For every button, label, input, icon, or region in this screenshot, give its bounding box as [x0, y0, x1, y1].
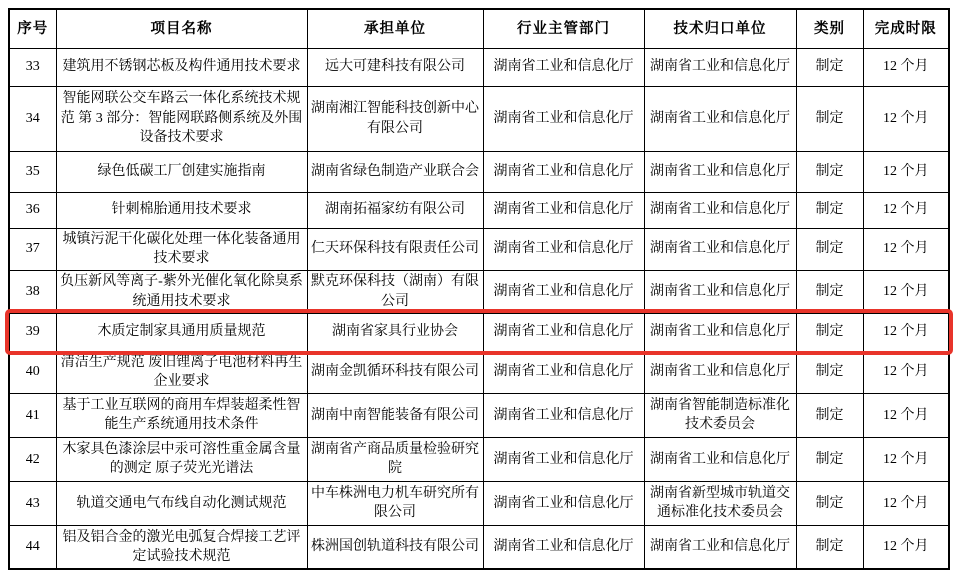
cell-no: 39 [9, 313, 56, 351]
cell-category: 制定 [796, 151, 863, 192]
cell-project-name: 轨道交通电气布线自动化测试规范 [56, 481, 307, 525]
cell-undertaking-unit: 湖南省家具行业协会 [307, 313, 483, 351]
cell-project-name: 木家具色漆涂层中汞可溶性重金属含量的测定 原子荧光光谱法 [56, 437, 307, 481]
table-row [9, 192, 949, 228]
cell-tech-unit: 湖南省工业和信息化厅 [644, 228, 796, 270]
column-header-tech-unit: 技术归口单位 [644, 9, 796, 48]
cell-no: 34 [9, 86, 56, 151]
cell-category: 制定 [796, 270, 863, 313]
cell-tech-unit: 湖南省新型城市轨道交通标准化技术委员会 [644, 481, 796, 525]
cell-no: 36 [9, 192, 56, 228]
cell-tech-unit: 湖南省工业和信息化厅 [644, 48, 796, 86]
cell-no: 43 [9, 481, 56, 525]
cell-industry-dept: 湖南省工业和信息化厅 [483, 313, 644, 351]
table-row [9, 270, 949, 313]
cell-project-name: 木质定制家具通用质量规范 [56, 313, 307, 351]
cell-project-name: 负压新风等离子-紫外光催化氧化除臭系统通用技术要求 [56, 270, 307, 313]
cell-tech-unit: 湖南省工业和信息化厅 [644, 313, 796, 351]
table-body [9, 48, 949, 569]
cell-time-limit: 12 个月 [863, 481, 949, 525]
table-row [9, 351, 949, 393]
column-header-time-limit: 完成时限 [863, 9, 949, 48]
cell-undertaking-unit: 中车株洲电力机车研究所有限公司 [307, 481, 483, 525]
cell-no: 42 [9, 437, 56, 481]
column-header-project-name: 项目名称 [56, 9, 307, 48]
table-row [9, 228, 949, 270]
cell-undertaking-unit: 仁天环保科技有限责任公司 [307, 228, 483, 270]
cell-time-limit: 12 个月 [863, 393, 949, 437]
table-row [9, 393, 949, 437]
cell-undertaking-unit: 湖南省绿色制造产业联合会 [307, 151, 483, 192]
cell-industry-dept: 湖南省工业和信息化厅 [483, 393, 644, 437]
cell-undertaking-unit: 湖南中南智能装备有限公司 [307, 393, 483, 437]
table-row [9, 481, 949, 525]
cell-industry-dept: 湖南省工业和信息化厅 [483, 437, 644, 481]
header-row [9, 9, 949, 48]
cell-category: 制定 [796, 48, 863, 86]
cell-category: 制定 [796, 525, 863, 569]
cell-time-limit: 12 个月 [863, 228, 949, 270]
cell-tech-unit: 湖南省工业和信息化厅 [644, 151, 796, 192]
table-row [9, 437, 949, 481]
cell-industry-dept: 湖南省工业和信息化厅 [483, 481, 644, 525]
cell-industry-dept: 湖南省工业和信息化厅 [483, 48, 644, 86]
cell-category: 制定 [796, 86, 863, 151]
column-header-industry-dept: 行业主管部门 [483, 9, 644, 48]
cell-time-limit: 12 个月 [863, 351, 949, 393]
cell-time-limit: 12 个月 [863, 270, 949, 313]
cell-project-name: 智能网联公交车路云一体化系统技术规范 第 3 部分：智能网联路侧系统及外围设备技术要求 [56, 86, 307, 151]
cell-no: 38 [9, 270, 56, 313]
cell-tech-unit: 湖南省工业和信息化厅 [644, 86, 796, 151]
cell-category: 制定 [796, 437, 863, 481]
cell-no: 35 [9, 151, 56, 192]
cell-time-limit: 12 个月 [863, 48, 949, 86]
cell-project-name: 绿色低碳工厂创建实施指南 [56, 151, 307, 192]
cell-industry-dept: 湖南省工业和信息化厅 [483, 228, 644, 270]
cell-tech-unit: 湖南省工业和信息化厅 [644, 351, 796, 393]
cell-industry-dept: 湖南省工业和信息化厅 [483, 351, 644, 393]
table-row [9, 48, 949, 86]
cell-category: 制定 [796, 313, 863, 351]
cell-undertaking-unit: 远大可建科技有限公司 [307, 48, 483, 86]
cell-project-name: 针刺棉胎通用技术要求 [56, 192, 307, 228]
cell-no: 40 [9, 351, 56, 393]
cell-no: 33 [9, 48, 56, 86]
cell-no: 37 [9, 228, 56, 270]
cell-time-limit: 12 个月 [863, 437, 949, 481]
cell-industry-dept: 湖南省工业和信息化厅 [483, 86, 644, 151]
cell-industry-dept: 湖南省工业和信息化厅 [483, 270, 644, 313]
cell-tech-unit: 湖南省工业和信息化厅 [644, 192, 796, 228]
cell-tech-unit: 湖南省智能制造标准化技术委员会 [644, 393, 796, 437]
cell-no: 41 [9, 393, 56, 437]
cell-time-limit: 12 个月 [863, 86, 949, 151]
cell-undertaking-unit: 湖南省产商品质量检验研究院 [307, 437, 483, 481]
cell-undertaking-unit: 株洲国创轨道科技有限公司 [307, 525, 483, 569]
cell-project-name: 城镇污泥干化碳化处理一体化装备通用技术要求 [56, 228, 307, 270]
cell-category: 制定 [796, 351, 863, 393]
cell-category: 制定 [796, 192, 863, 228]
table-row [9, 86, 949, 151]
cell-time-limit: 12 个月 [863, 192, 949, 228]
cell-industry-dept: 湖南省工业和信息化厅 [483, 192, 644, 228]
cell-project-name: 铝及铝合金的激光电弧复合焊接工艺评定试验技术规范 [56, 525, 307, 569]
cell-undertaking-unit: 默克环保科技（湖南）有限公司 [307, 270, 483, 313]
cell-undertaking-unit: 湖南拓福家纺有限公司 [307, 192, 483, 228]
column-header-undertaking-unit: 承担单位 [307, 9, 483, 48]
cell-no: 44 [9, 525, 56, 569]
cell-project-name: 清洁生产规范 废旧锂离子电池材料再生企业要求 [56, 351, 307, 393]
cell-tech-unit: 湖南省工业和信息化厅 [644, 525, 796, 569]
cell-industry-dept: 湖南省工业和信息化厅 [483, 525, 644, 569]
cell-time-limit: 12 个月 [863, 313, 949, 351]
cell-category: 制定 [796, 228, 863, 270]
cell-tech-unit: 湖南省工业和信息化厅 [644, 437, 796, 481]
projects-table [8, 8, 950, 570]
cell-undertaking-unit: 湖南湘江智能科技创新中心有限公司 [307, 86, 483, 151]
cell-project-name: 建筑用不锈钢芯板及构件通用技术要求 [56, 48, 307, 86]
cell-category: 制定 [796, 481, 863, 525]
column-header-no: 序号 [9, 9, 56, 48]
cell-undertaking-unit: 湖南金凯循环科技有限公司 [307, 351, 483, 393]
cell-category: 制定 [796, 393, 863, 437]
column-header-category: 类别 [796, 9, 863, 48]
table-row [9, 525, 949, 569]
cell-time-limit: 12 个月 [863, 151, 949, 192]
table-row [9, 151, 949, 192]
table-row [9, 313, 949, 351]
cell-project-name: 基于工业互联网的商用车焊装超柔性智能生产系统通用技术条件 [56, 393, 307, 437]
cell-time-limit: 12 个月 [863, 525, 949, 569]
cell-tech-unit: 湖南省工业和信息化厅 [644, 270, 796, 313]
cell-industry-dept: 湖南省工业和信息化厅 [483, 151, 644, 192]
